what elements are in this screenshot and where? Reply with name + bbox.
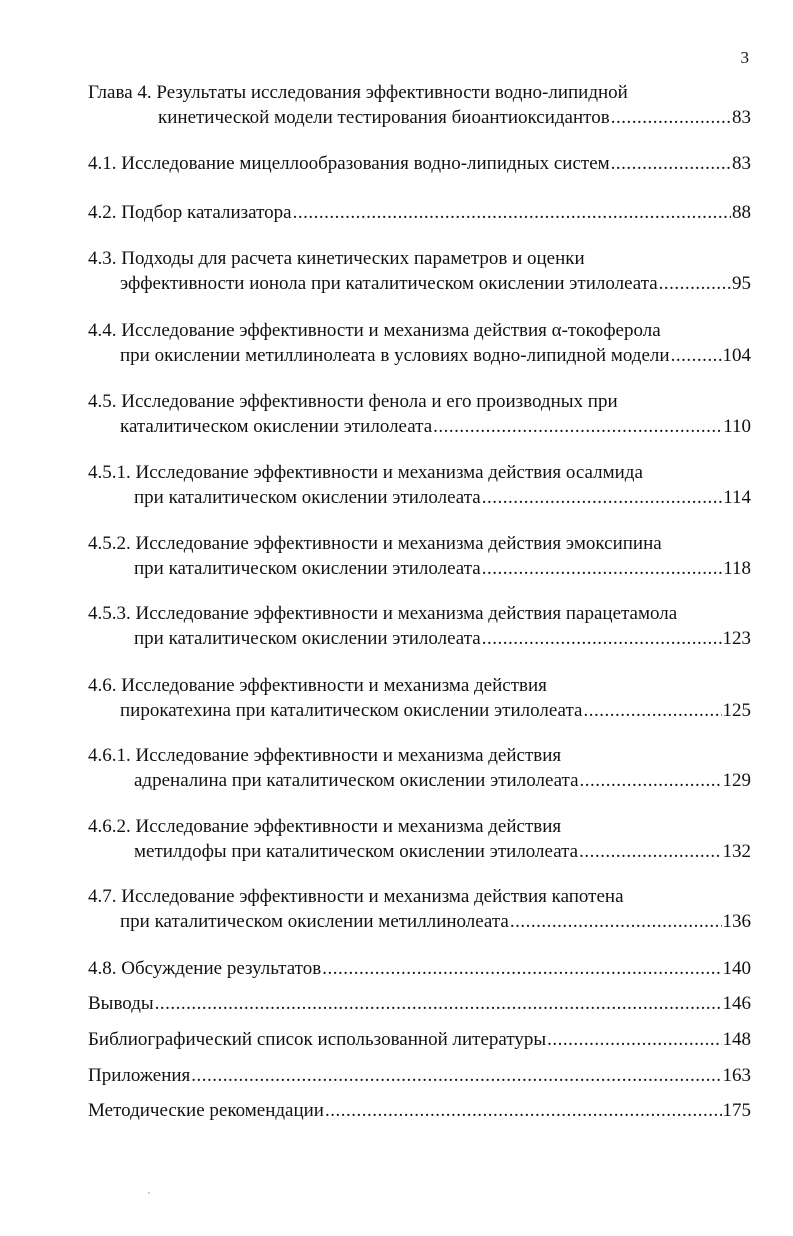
toc-page-number: 123 [722, 628, 751, 649]
toc-entry-title-line1: Глава 4. Результаты исследования эффективности водно-липидной [88, 82, 628, 103]
toc-leader-dots [579, 839, 721, 864]
toc-entry-row [88, 343, 751, 368]
toc-entry-title: Выводы [88, 993, 154, 1014]
toc-entry-4-4[interactable] [88, 318, 751, 368]
toc-entry-row [88, 1027, 751, 1052]
toc-entry-title: 4.1. Исследование мицеллообразования водно-липидных систем [88, 153, 610, 174]
toc-entry-title-line2: каталитическом окислении этилолеата [120, 416, 433, 437]
toc-entry-title-line1: 4.4. Исследование эффективности и механизма действия α-токоферола [88, 320, 661, 341]
toc-entry-bibliography[interactable] [88, 1027, 751, 1052]
toc-leader-dots [547, 1027, 721, 1052]
toc-entry-appendices[interactable] [88, 1063, 751, 1088]
toc-leader-dots [433, 414, 722, 439]
toc-entry-title-line2: пирокатехина при каталитическом окислении этилолеата [120, 700, 583, 721]
toc-entry-title-line2: при каталитическом окислении метиллинолеата [120, 911, 509, 932]
toc-entry-title-line1: 4.5.1. Исследование эффективности и механизма действия осалмида [88, 462, 643, 483]
toc-page-number: 110 [723, 416, 751, 437]
toc-entry-title-line1: 4.5.2. Исследование эффективности и механизма действия эмоксипина [88, 533, 662, 554]
toc-entry-4-6-2[interactable] [88, 814, 751, 864]
toc-entry-conclusions[interactable] [88, 991, 751, 1016]
toc-entry-title-line1: 4.5.3. Исследование эффективности и механизма действия парацетамола [88, 603, 678, 624]
toc-entry-title-line2: при каталитическом окислении этилолеата [134, 558, 481, 579]
toc-page-number: 148 [722, 1029, 751, 1050]
toc-leader-dots [671, 343, 722, 368]
toc-leader-dots [155, 991, 722, 1016]
toc-entry-title-line2: при каталитическом окислении этилолеата [134, 628, 481, 649]
toc-leader-dots [580, 768, 722, 793]
toc-entry-row [88, 698, 751, 723]
toc-page-number: 118 [723, 558, 751, 579]
toc-page-number: 136 [722, 911, 751, 932]
toc-page-number: 83 [732, 107, 751, 128]
toc-entry-row [88, 991, 751, 1016]
toc-entry-row [88, 200, 751, 225]
toc-entry-title-line1: 4.7. Исследование эффективности и механизма действия капотена [88, 886, 624, 907]
toc-entry-row [88, 151, 751, 176]
toc-leader-dots [583, 698, 721, 723]
toc-page-number: 146 [722, 993, 751, 1014]
toc-entry-4-3[interactable] [88, 246, 751, 296]
toc-entry-4-2[interactable] [88, 200, 751, 225]
toc-page-number: 83 [732, 153, 751, 174]
toc-entry-row [88, 1063, 751, 1088]
toc-entry-row [88, 768, 751, 793]
scan-speck [148, 1192, 150, 1194]
toc-entry-chapter-4[interactable] [88, 80, 751, 130]
toc-page-number: 88 [732, 202, 751, 223]
toc-entry-4-6-1[interactable] [88, 743, 751, 793]
toc-leader-dots [611, 151, 731, 176]
toc-page-number: 132 [722, 841, 751, 862]
toc-entry-row [88, 1098, 751, 1123]
toc-entry-row [88, 414, 751, 439]
toc-page-number: 114 [723, 487, 751, 508]
toc-entry-title-line2: при каталитическом окислении этилолеата [134, 487, 481, 508]
toc-entry-4-5-2[interactable] [88, 531, 751, 581]
toc-leader-dots [293, 200, 731, 225]
toc-entry-4-5-1[interactable] [88, 460, 751, 510]
toc-leader-dots [482, 626, 722, 651]
toc-page-number: 95 [732, 273, 751, 294]
toc-page-number: 129 [722, 770, 751, 791]
toc-leader-dots [191, 1063, 721, 1088]
toc-leader-dots [510, 909, 722, 934]
toc-entry-row [88, 556, 751, 581]
toc-entry-4-1[interactable] [88, 151, 751, 176]
toc-entry-title-line2: адреналина при каталитическом окислении этилолеата [134, 770, 579, 791]
toc-entry-row [88, 839, 751, 864]
toc-leader-dots [322, 956, 721, 981]
toc-leader-dots [482, 556, 722, 581]
toc-leader-dots [611, 105, 731, 130]
toc-entry-row [88, 956, 751, 981]
toc-entry-4-8[interactable] [88, 956, 751, 981]
toc-entry-title-line2: при окислении метиллинолеата в условиях водно-липидной модели [120, 345, 670, 366]
toc-entry-title: Методические рекомендации [88, 1100, 324, 1121]
page-number: 3 [740, 48, 749, 67]
toc-entry-4-5-3[interactable] [88, 601, 751, 651]
toc-leader-dots [325, 1098, 722, 1123]
toc-entry-title: Приложения [88, 1065, 191, 1086]
toc-page-number: 125 [722, 700, 751, 721]
toc-entry-row [88, 626, 751, 651]
toc-page-number: 163 [722, 1065, 751, 1086]
toc-entry-row [88, 485, 751, 510]
toc-entry-title-line1: 4.6.2. Исследование эффективности и механизма действия [88, 816, 562, 837]
toc-entry-4-5[interactable] [88, 389, 751, 439]
toc-entry-title-line2: кинетической модели тестирования биоантиоксидантов [158, 107, 610, 128]
toc-entry-row [88, 105, 751, 130]
toc-entry-4-7[interactable] [88, 884, 751, 934]
toc-entry-title: Библиографический список использованной литературы [88, 1029, 547, 1050]
toc-entry-title-line1: 4.6.1. Исследование эффективности и механизма действия [88, 745, 562, 766]
toc-entry-title: 4.8. Обсуждение результатов [88, 958, 322, 979]
toc-entry-title: 4.2. Подбор катализатора [88, 202, 292, 223]
toc-entry-title-line1: 4.3. Подходы для расчета кинетических параметров и оценки [88, 248, 585, 269]
toc-page-number: 175 [722, 1100, 751, 1121]
toc-page-number: 140 [722, 958, 751, 979]
toc-entry-guidelines[interactable] [88, 1098, 751, 1123]
toc-entry-title-line2: метилдофы при каталитическом окислении этилолеата [134, 841, 579, 862]
toc-entry-title-line2: эффективности ионола при каталитическом окислении этилолеата [120, 273, 658, 294]
toc-entry-title-line1: 4.6. Исследование эффективности и механизма действия [88, 675, 547, 696]
toc-entry-row [88, 271, 751, 296]
toc-entry-row [88, 909, 751, 934]
toc-entry-4-6[interactable] [88, 673, 751, 723]
toc-page-number: 104 [722, 345, 751, 366]
toc-entry-title-line1: 4.5. Исследование эффективности фенола и его производных при [88, 391, 618, 412]
toc-leader-dots [482, 485, 722, 510]
toc-leader-dots [659, 271, 731, 296]
